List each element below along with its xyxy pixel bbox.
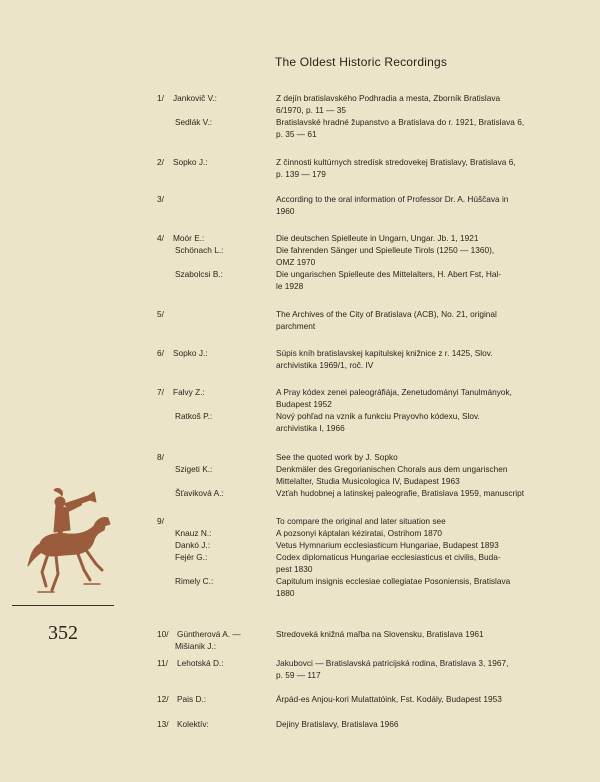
reference-text: archivistika I, 1966 <box>276 423 345 433</box>
reference-text: p. 139 — 179 <box>276 169 326 179</box>
reference-line <box>0 128 600 140</box>
reference-text: 6/1970, p. 11 — 35 <box>276 105 346 115</box>
reference-text: Súpis kníh bratislavskej kapitulskej knižnice z r. 1425, Slov. <box>276 348 493 358</box>
entry-number: 12/ <box>157 694 169 704</box>
reference-line <box>0 410 600 422</box>
reference-line <box>0 232 600 244</box>
reference-line <box>0 168 600 180</box>
reference-line <box>0 104 600 116</box>
author-name: Güntherová A. — <box>177 629 241 639</box>
reference-text: le 1928 <box>276 281 304 291</box>
reference-text: Capitulum insignis ecclesiae collegiatae Posoniensis, Bratislava <box>276 576 511 586</box>
reference-text: Denkmäler des Gregorianischen Chorals aus dem ungarischen <box>276 464 508 474</box>
reference-line <box>0 398 600 410</box>
reference-text: Die fahrenden Sänger und Spielleute Tirols (1250 — 1360), <box>276 245 495 255</box>
page-number: 352 <box>48 622 78 644</box>
reference-text: Mittelalter, Studia Musicologica IV, Budapest 1963 <box>276 476 460 486</box>
reference-line <box>0 693 600 705</box>
author-name: Ratkoš P.: <box>175 411 213 421</box>
reference-line <box>0 451 600 463</box>
author-name: Pais D.: <box>177 694 207 704</box>
entry-number: 10/ <box>157 629 169 639</box>
reference-line <box>0 640 600 652</box>
reference-text: A pozsonyi káptalan kéziratai, Ostrihom 1870 <box>276 528 443 538</box>
entry-number: 3/ <box>157 194 164 204</box>
entry-number: 1/ <box>157 93 164 103</box>
reference-line <box>0 308 600 320</box>
reference-text: parchment <box>276 321 316 331</box>
entry-number: 6/ <box>157 348 164 358</box>
reference-line <box>0 268 600 280</box>
entry-number: 8/ <box>157 452 164 462</box>
reference-line <box>0 463 600 475</box>
reference-line <box>0 156 600 168</box>
author-name: Dankó J.: <box>175 540 211 550</box>
author-name: Moór E.: <box>173 233 205 243</box>
trumpeter-horseman-icon <box>24 486 116 602</box>
reference-line <box>0 244 600 256</box>
reference-text: According to the oral information of Professor Dr. A. Húščava in <box>276 194 509 204</box>
author-name: Kolektív: <box>177 719 209 729</box>
reference-line <box>0 657 600 669</box>
reference-line <box>0 92 600 104</box>
author-name: Jankovič V.: <box>173 93 217 103</box>
reference-text: OMZ 1970 <box>276 257 316 267</box>
entry-number: 5/ <box>157 309 164 319</box>
reference-text: 1960 <box>276 206 295 216</box>
author-name: Šťaviková A.: <box>175 488 224 498</box>
author-name: Schönach L.: <box>175 245 224 255</box>
reference-text: Dejiny Bratislavy, Bratislava 1966 <box>276 719 399 729</box>
reference-line <box>0 422 600 434</box>
reference-line <box>0 718 600 730</box>
reference-line <box>0 256 600 268</box>
reference-text: See the quoted work by J. Sopko <box>276 452 398 462</box>
author-name: Lehotská D.: <box>177 658 224 668</box>
reference-text: Die ungarischen Spielleute des Mittelalters, H. Abert Fst, Hal- <box>276 269 502 279</box>
reference-text: Bratislavské hradné županstvo a Bratislava do r. 1921, Bratislava 6, <box>276 117 525 127</box>
reference-line <box>0 669 600 681</box>
author-name: Mišianik J.: <box>175 641 217 651</box>
entry-number: 13/ <box>157 719 169 729</box>
reference-line <box>0 320 600 332</box>
reference-line <box>0 280 600 292</box>
entry-number: 9/ <box>157 516 164 526</box>
reference-text: To compare the original and later situation see <box>276 516 446 526</box>
author-name: Falvy Z.: <box>173 387 205 397</box>
reference-text: p. 35 — 61 <box>276 129 317 139</box>
page-title: The Oldest Historic Recordings <box>275 55 448 69</box>
author-name: Fejér G.: <box>175 552 208 562</box>
author-name: Sedlák V.: <box>175 117 213 127</box>
reference-text: Budapest 1952 <box>276 399 332 409</box>
entry-number: 4/ <box>157 233 164 243</box>
author-name: Rimely C.: <box>175 576 214 586</box>
entry-number: 2/ <box>157 157 164 167</box>
reference-line <box>0 359 600 371</box>
entry-number: 11/ <box>157 658 168 668</box>
author-name: Knauz N.: <box>175 528 212 538</box>
reference-line <box>0 628 600 640</box>
reference-text: Z činnosti kultúrnych stredísk stredovekej Bratislavy, Bratislava 6, <box>276 157 516 167</box>
author-name: Szabolcsi B.: <box>175 269 223 279</box>
reference-text: Vzťah hudobnej a latinskej paleografie, Bratislava 1959, manuscript <box>276 488 525 498</box>
reference-text: Nový pohľad na vznik a funkciu Prayovho kódexu, Slov. <box>276 411 480 421</box>
reference-text: Die deutschen Spielleute in Ungarn, Ungar. Jb. 1, 1921 <box>276 233 479 243</box>
reference-text: Z dejín bratislavského Podhradia a mesta, Zborník Bratislava <box>276 93 501 103</box>
reference-line <box>0 386 600 398</box>
reference-text: pest 1830 <box>276 564 313 574</box>
reference-line <box>0 205 600 217</box>
reference-text: The Archives of the City of Bratislava (ACB), No. 21, original <box>276 309 497 319</box>
reference-text: 1880 <box>276 588 295 598</box>
reference-text: Stredoveká knižná maľba na Slovensku, Bratislava 1961 <box>276 629 484 639</box>
reference-text: Jakubovci — Bratislavská patricijská rodina, Bratislava 3, 1967, <box>276 658 509 668</box>
reference-line <box>0 116 600 128</box>
reference-text: Vetus Hymnarium ecclesiasticum Hungariae, Budapest 1893 <box>276 540 499 550</box>
reference-line <box>0 193 600 205</box>
entry-number: 7/ <box>157 387 164 397</box>
reference-text: archivistika 1969/1, roč. IV <box>276 360 374 370</box>
divider <box>12 605 114 606</box>
author-name: Szigeti K.: <box>175 464 213 474</box>
author-name: Sopko J.: <box>173 157 208 167</box>
reference-text: A Pray kódex zenei paleográfiája, Zenetudományi Tanulmányok, <box>276 387 512 397</box>
reference-text: Codex diplomaticus Hungariae ecclesiasticus et civilis, Buda- <box>276 552 501 562</box>
reference-text: Árpád-es Anjou-kori Mulattatóink, Fst. Kodály, Budapest 1953 <box>276 694 502 704</box>
reference-line <box>0 347 600 359</box>
author-name: Sopko J.: <box>173 348 208 358</box>
reference-text: p. 59 — 117 <box>276 670 321 680</box>
